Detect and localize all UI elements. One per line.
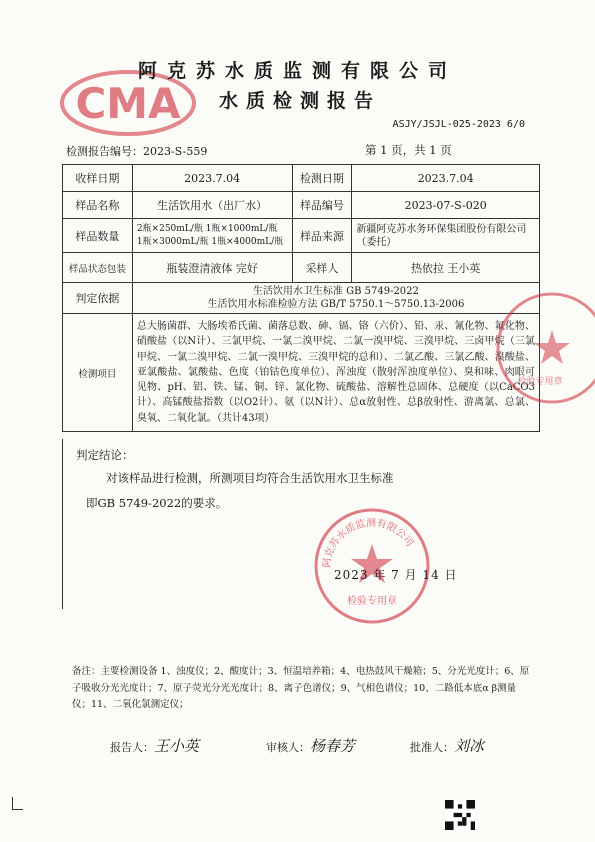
basis-line-2: 生活饮用水标准检验方法 GB/T 5750.1～5750.13-2006 xyxy=(207,299,465,310)
sample-name-label: 样品名称 xyxy=(63,192,133,219)
reporter-signature xyxy=(110,735,199,756)
reviewer-sign: 杨春芳 xyxy=(310,737,356,755)
sampler-label: 采样人 xyxy=(292,253,352,283)
sampler-value: 热依拉 王小英 xyxy=(352,253,540,283)
conclusion-label: 判定结论： xyxy=(76,448,134,462)
corner-mark xyxy=(12,797,23,810)
qr-code xyxy=(445,800,475,830)
quantity-label: 样品数量 xyxy=(63,219,133,253)
basis-line-1: 生活饮用水卫生标准 GB 5749-2022 xyxy=(252,286,419,297)
sample-no-value: 2023-07-S-020 xyxy=(352,192,540,219)
edge-seal xyxy=(492,288,595,408)
receive-date-value: 2023.7.04 xyxy=(132,165,292,192)
report-title: 水质检测报告 xyxy=(218,90,381,112)
basis-value xyxy=(132,283,539,314)
conclusion-line-2: 即GB 5749-2022的要求。 xyxy=(86,496,228,510)
conclusion-box-border xyxy=(62,439,63,609)
items-label: 检测项目 xyxy=(63,314,133,432)
source-label: 样品来源 xyxy=(292,219,352,253)
quantity-line-2: 1瓶×3000mL/瓶 1瓶×4000mL/瓶 xyxy=(136,236,284,247)
quantity-value xyxy=(132,219,292,253)
report-number-label: 检测报告编号： xyxy=(66,145,143,158)
approver-label: 批准人： xyxy=(410,741,454,754)
report-number-value: 2023-S-559 xyxy=(143,145,208,158)
test-date-value: 2023.7.04 xyxy=(352,165,540,192)
reporter-sign: 王小英 xyxy=(154,737,200,755)
basis-label: 判定依据 xyxy=(63,283,133,314)
state-value: 瓶装澄清液体 完好 xyxy=(132,253,292,283)
company-seal-label: 检验专用章 xyxy=(347,596,397,607)
company-title: 阿克苏水质监测有限公司 xyxy=(137,60,457,82)
quantity-line-1: 2瓶×250mL/瓶 1瓶×1000mL/瓶 xyxy=(136,223,278,234)
approver-sign: 刘冰 xyxy=(454,737,485,755)
sample-info-table xyxy=(62,164,540,432)
state-label: 样品状态包装 xyxy=(63,253,133,283)
approver-signature xyxy=(410,735,484,756)
test-date-label: 检测日期 xyxy=(292,165,352,192)
reviewer-label: 审核人： xyxy=(266,741,310,754)
edge-seal-label: 检验专用章 xyxy=(517,377,563,387)
report-number xyxy=(66,143,207,159)
sample-no-label: 样品编号 xyxy=(292,192,352,219)
sample-name-value: 生活饮用水（出厂水） xyxy=(132,192,292,219)
notes: 备注：主要检测设备 1、浊度仪；2、酸度计；3、恒温培养箱；4、电热鼓风干燥箱；5、分光光度计；6、原子吸收分光光度计；7、原子荧光分光光度计；8、离子色谱仪；9、气相色谱仪；10、二路低本底α β测量仪；11、二氧化氯测定仪； xyxy=(72,666,530,710)
reporter-label: 报告人： xyxy=(110,741,154,754)
reviewer-signature xyxy=(266,735,355,756)
source-value: 新疆阿克苏水务环保集团股份有限公司（委托） xyxy=(352,219,540,253)
company-seal-text: 阿克苏水质监测有限公司 xyxy=(321,517,416,569)
conclusion-date: 2023 年 7 月 14 日 xyxy=(334,568,458,582)
conclusion-line-1: 对该样品进行检测，所测项目均符合生活饮用水卫生标准 xyxy=(106,471,394,485)
svg-text:CMA: CMA xyxy=(75,79,181,128)
receive-date-label: 收样日期 xyxy=(63,165,133,192)
page-indicator: 第 1 页，共 1 页 xyxy=(365,143,452,157)
items-value: 总大肠菌群、大肠埃希氏菌、菌落总数、砷、镉、铬（六价）、铅、汞、氰化物、氟化物、硝酸盐（以N计）、三氯甲烷、一氯二溴甲烷、二氯一溴甲烷、三溴甲烷、三卤甲烷（三氯甲烷、一氯二溴甲烷、二氯一溴甲烷、三溴甲烷的总和）、二氯乙酸、三氯乙酸、溴酸盐、亚氯酸盐、氯酸盐、色度（铂钴色度单位）、浑浊度（散射浑浊度单位）、臭和味、肉眼可见物、pH、铝、铁、锰、铜、锌、氯化物、硫酸盐、溶解性总固体、总硬度（以CaCO3计）、高锰酸盐指数（以O2计）、氨（以N计）、总α放射性、总β放射性、游离氯、总氯、臭氧、二氧化氯。（共计43项） xyxy=(132,314,539,432)
document-code: ASJY/JSJL-025-2023 6/0 xyxy=(392,119,525,130)
